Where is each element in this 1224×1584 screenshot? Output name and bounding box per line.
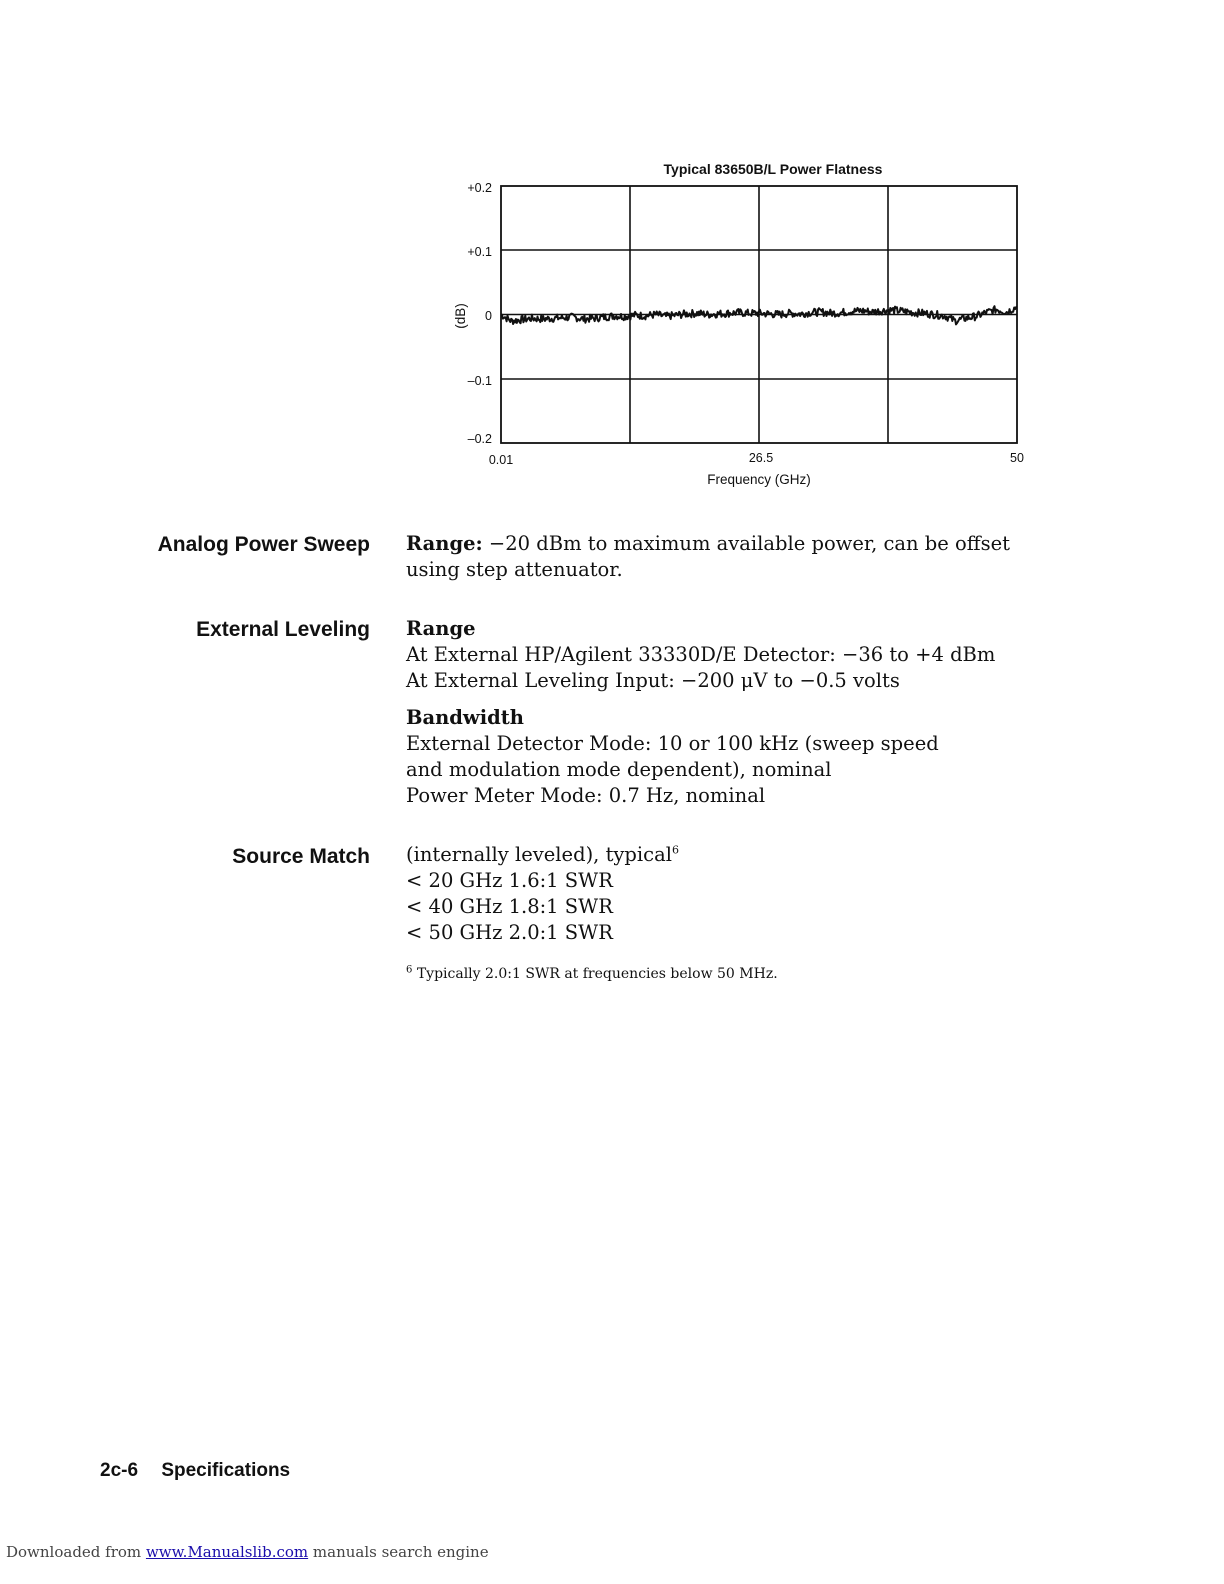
footnote: [406, 965, 778, 983]
download-banner: [6, 1543, 489, 1561]
y-axis-label: (dB): [453, 303, 468, 329]
source-match-intro: [406, 842, 1066, 868]
y-tick-label: –0.2: [467, 432, 492, 446]
range-subheading: Range: [406, 617, 476, 640]
bandwidth-power-meter-line: Power Meter Mode: 0.7 Hz, nominal: [406, 784, 766, 807]
external-leveling-body: [406, 616, 1066, 809]
footnote-text: Typically 2.0:1 SWR at frequencies below 50 MHz.: [416, 966, 778, 982]
swr-line: < 50 GHz 2.0:1 SWR: [406, 921, 613, 944]
heading-analog-power-sweep: Analog Power Sweep: [157, 533, 370, 556]
page-number: 2c-6: [100, 1460, 139, 1481]
swr-line: < 20 GHz 1.6:1 SWR: [406, 869, 613, 892]
range-detector-line: At External HP/Agilent 33330D/E Detector: −36 to +4 dBm: [406, 643, 996, 666]
range-label: Range:: [406, 532, 483, 555]
swr-line: < 40 GHz 1.8:1 SWR: [406, 895, 613, 918]
power-flatness-chart: [430, 150, 1050, 500]
range-text: −20 dBm to maximum available power, can be offset using step attenuator.: [406, 532, 1010, 581]
x-tick-label: 0.01: [488, 453, 514, 467]
x-tick-label: 50: [1010, 451, 1024, 465]
x-axis-label: Frequency (GHz): [707, 472, 811, 487]
footnote-marker: 6: [406, 964, 413, 976]
bandwidth-subheading: Bandwidth: [406, 706, 524, 729]
y-tick-label: +0.2: [467, 181, 492, 195]
y-tick-label: 0: [485, 309, 492, 323]
bandwidth-detector-mode-line: External Detector Mode: 10 or 100 kHz (sweep speed and modulation mode dependent), nominal: [406, 732, 939, 781]
footnote-ref: 6: [671, 843, 679, 857]
heading-source-match: Source Match: [232, 845, 370, 868]
manualslib-link[interactable]: www.Manualslib.com: [145, 1543, 309, 1561]
source-match-intro-text: (internally leveled), typical: [406, 843, 672, 866]
range-paragraph: [406, 531, 1066, 583]
page-footer: [100, 1460, 290, 1482]
page-section-title: Specifications: [161, 1460, 291, 1481]
source-match-body: [406, 842, 1066, 946]
x-tick-label: 26.5: [748, 451, 774, 465]
range-leveling-input-line: At External Leveling Input: −200 μV to −0.5 volts: [406, 669, 900, 692]
heading-external-leveling: External Leveling: [196, 618, 370, 641]
download-suffix: manuals search engine: [312, 1543, 489, 1561]
y-tick-label: +0.1: [467, 245, 492, 259]
y-tick-label: –0.1: [467, 374, 492, 388]
download-prefix: Downloaded from: [6, 1543, 142, 1561]
analog-power-sweep-body: [406, 531, 1066, 583]
chart-title: Typical 83650B/L Power Flatness: [663, 161, 883, 177]
